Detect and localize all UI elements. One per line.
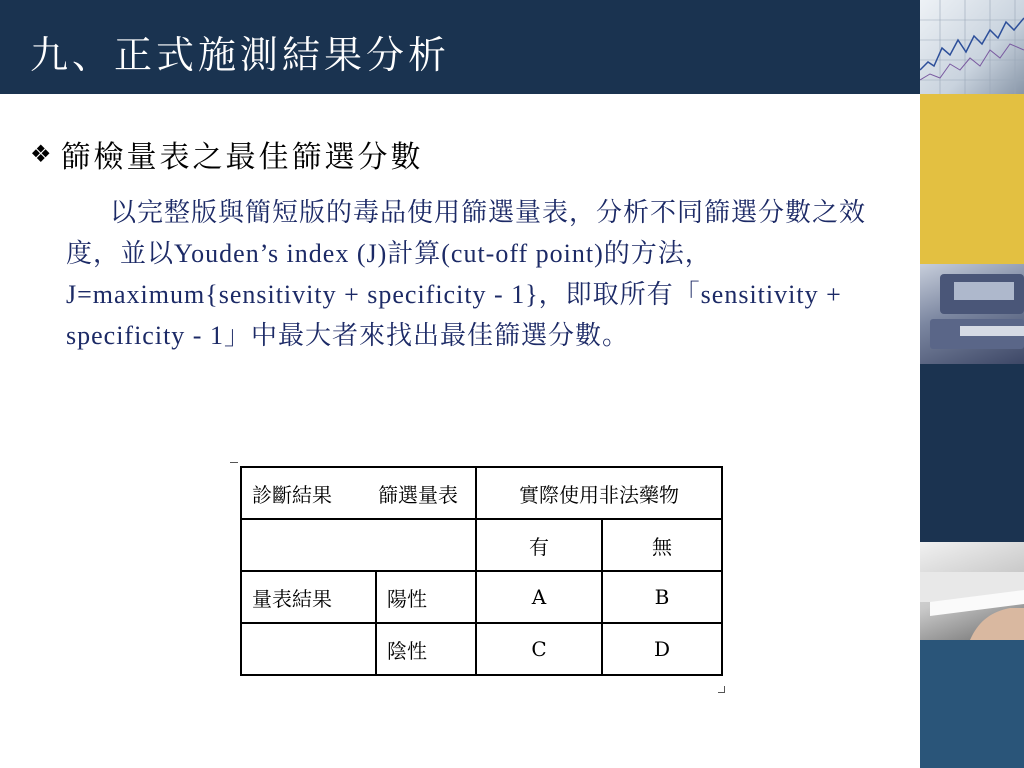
yellow-panel	[920, 94, 1024, 264]
paper-hand-graphic	[920, 542, 1024, 640]
table-header-cell	[241, 467, 476, 519]
diamond-bullet-icon: ❖	[30, 140, 55, 168]
cell-d: D	[602, 623, 722, 675]
diagnosis-table	[240, 466, 723, 676]
body-paragraph: 以完整版與簡短版的毒品使用篩選量表，分析不同篩選分數之效度，並以Youden’s index (J)計算(cut-off point)的方法，J=maximum{sensitivity + specificity - 1}，即取所有「sensitivity + specificity - 1」中最大者來找出最佳篩選分數。	[66, 198, 867, 350]
table-corner-mark	[718, 686, 725, 693]
cell-a: A	[476, 571, 602, 623]
blue-panel	[920, 640, 1024, 768]
printer-image	[920, 264, 1024, 364]
row-label: 量表結果	[241, 571, 376, 623]
navy-panel	[920, 364, 1024, 542]
empty-cell	[241, 519, 476, 571]
bullet-heading-text: 篩檢量表之最佳篩選分數	[60, 140, 424, 175]
row-result: 陰性	[376, 623, 476, 675]
table-row	[241, 571, 722, 623]
header-screening: 篩選量表	[378, 482, 458, 507]
row-label	[241, 623, 376, 675]
stock-chart-graphic	[920, 0, 1024, 94]
paper-hand-image	[920, 542, 1024, 640]
printer-graphic	[920, 264, 1024, 364]
stock-chart-image	[920, 0, 1024, 94]
header-diagnosis: 診斷結果	[252, 482, 332, 507]
slide-title: 九、正式施測結果分析	[30, 33, 451, 77]
table-row	[241, 623, 722, 675]
decorative-photo-strip	[920, 0, 1024, 768]
table-row	[241, 519, 722, 571]
table-row	[241, 467, 722, 519]
bullet-heading	[30, 132, 424, 176]
row-result: 陽性	[376, 571, 476, 623]
subheader-yes: 有	[476, 519, 602, 571]
header-actual-use: 實際使用非法藥物	[476, 467, 722, 519]
table-corner-mark	[230, 462, 238, 463]
subheader-no: 無	[602, 519, 722, 571]
cell-b: B	[602, 571, 722, 623]
cell-c: C	[476, 623, 602, 675]
title-bar	[0, 0, 920, 94]
